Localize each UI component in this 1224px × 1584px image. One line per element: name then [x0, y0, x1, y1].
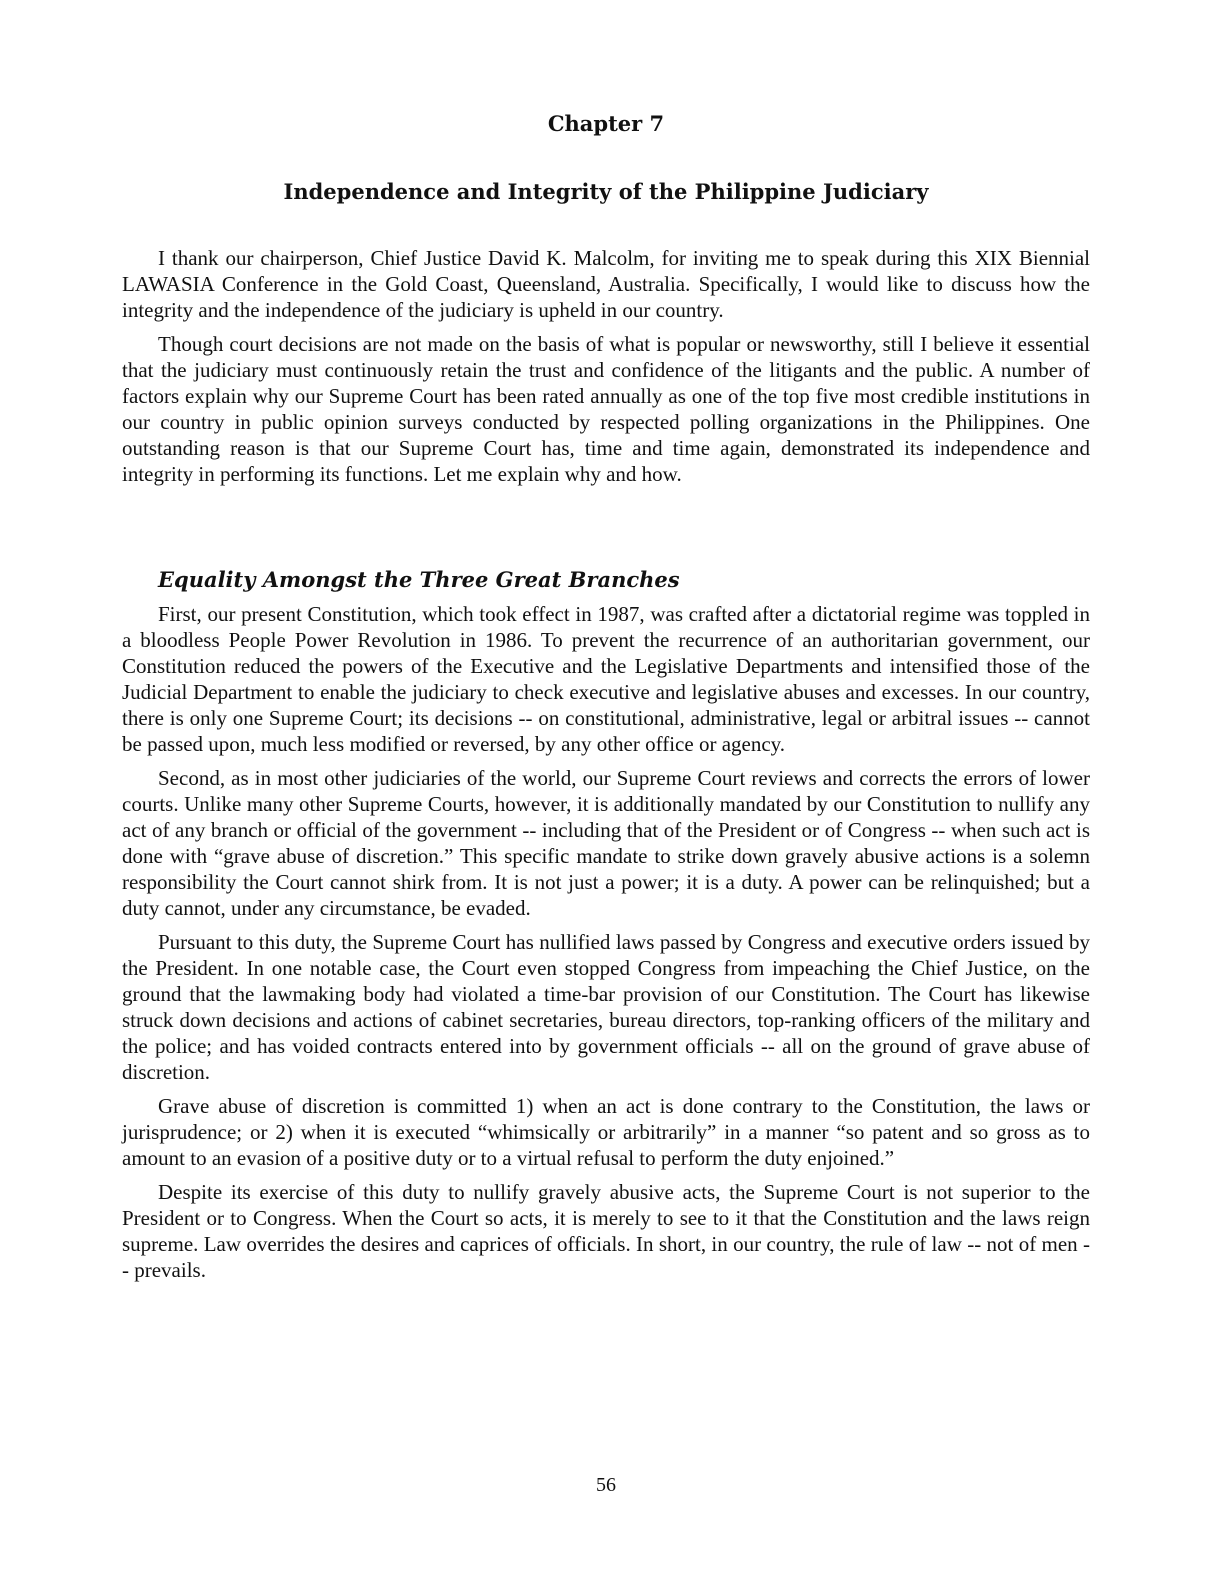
page-number: 56: [596, 1474, 616, 1496]
paragraph: Despite its exercise of this duty to nullify gravely abusive acts, the Supreme Court is not superior to the President or to Congress. When the Court so acts, it is merely to see to it that the Constitution and the laws reign supreme. Law overrides the desires and caprices of officials. In short, in our country, the rule of law -- not of men -- prevails.: [122, 1180, 1090, 1282]
section-heading: Equality Amongst the Three Great Branches: [158, 567, 680, 592]
section-body: [122, 601, 1090, 1283]
document-page: [122, 0, 1090, 1584]
paragraph: First, our present Constitution, which took effect in 1987, was crafted after a dictatorial regime was toppled in a bloodless People Power Revolution in 1986. To prevent the recurrence of an authoritarian government, our Constitution reduced the powers of the Executive and the Legislative Departments and intensified those of the Judicial Department to enable the judiciary to check executive and legislative abuses and excesses. In our country, there is only one Supreme Court; its decisions -- on constitutional, administrative, legal or arbitral issues -- cannot be passed upon, much less modified or reversed, by any other office or agency.: [122, 602, 1090, 756]
paragraph: Pursuant to this duty, the Supreme Court has nullified laws passed by Congress and executive orders issued by the President. In one notable case, the Court even stopped Congress from impeaching the Chief Justice, on the ground that the lawmaking body had violated a time-bar provision of our Constitution. The Court has likewise struck down decisions and actions of cabinet secretaries, bureau directors, top-ranking officers of the military and the police; and has voided contracts entered into by government officials -- all on the ground of grave abuse of discretion.: [122, 930, 1090, 1084]
chapter-title: Independence and Integrity of the Philippine Judiciary: [283, 179, 929, 204]
paragraph: I thank our chairperson, Chief Justice David K. Malcolm, for inviting me to speak during this XIX Biennial LAWASIA Conference in the Gold Coast, Queensland, Australia. Specifically, I would like to discuss how the integrity and the independence of the judiciary is upheld in our country.: [122, 246, 1090, 322]
paragraph: Though court decisions are not made on the basis of what is popular or newsworthy, still I believe it essential that the judiciary must continuously retain the trust and confidence of the litigants and the public. A number of factors explain why our Supreme Court has been rated annually as one of the top five most credible institutions in our country in public opinion surveys conducted by respected polling organizations in the Philippines. One outstanding reason is that our Supreme Court has, time and time again, demonstrated its independence and integrity in performing its functions. Let me explain why and how.: [122, 332, 1090, 486]
paragraph: Second, as in most other judiciaries of the world, our Supreme Court reviews and corrects the errors of lower courts. Unlike many other Supreme Courts, however, it is additionally mandated by our Constitution to nullify any act of any branch or official of the government -- including that of the President or of Congress -- when such act is done with “grave abuse of discretion.” This specific mandate to strike down gravely abusive actions is a solemn responsibility the Court cannot shirk from. It is not just a power; it is a duty. A power can be relinquished; but a duty cannot, under any circumstance, be evaded.: [122, 766, 1090, 920]
paragraph: Grave abuse of discretion is committed 1) when an act is done contrary to the Constitution, the laws or jurisprudence; or 2) when it is executed “whimsically or arbitrarily” in a manner “so patent and so gross as to amount to an evasion of a positive duty or to a virtual refusal to perform the duty enjoined.”: [122, 1094, 1090, 1170]
intro-section: [122, 245, 1090, 487]
chapter-label: Chapter 7: [547, 111, 665, 136]
